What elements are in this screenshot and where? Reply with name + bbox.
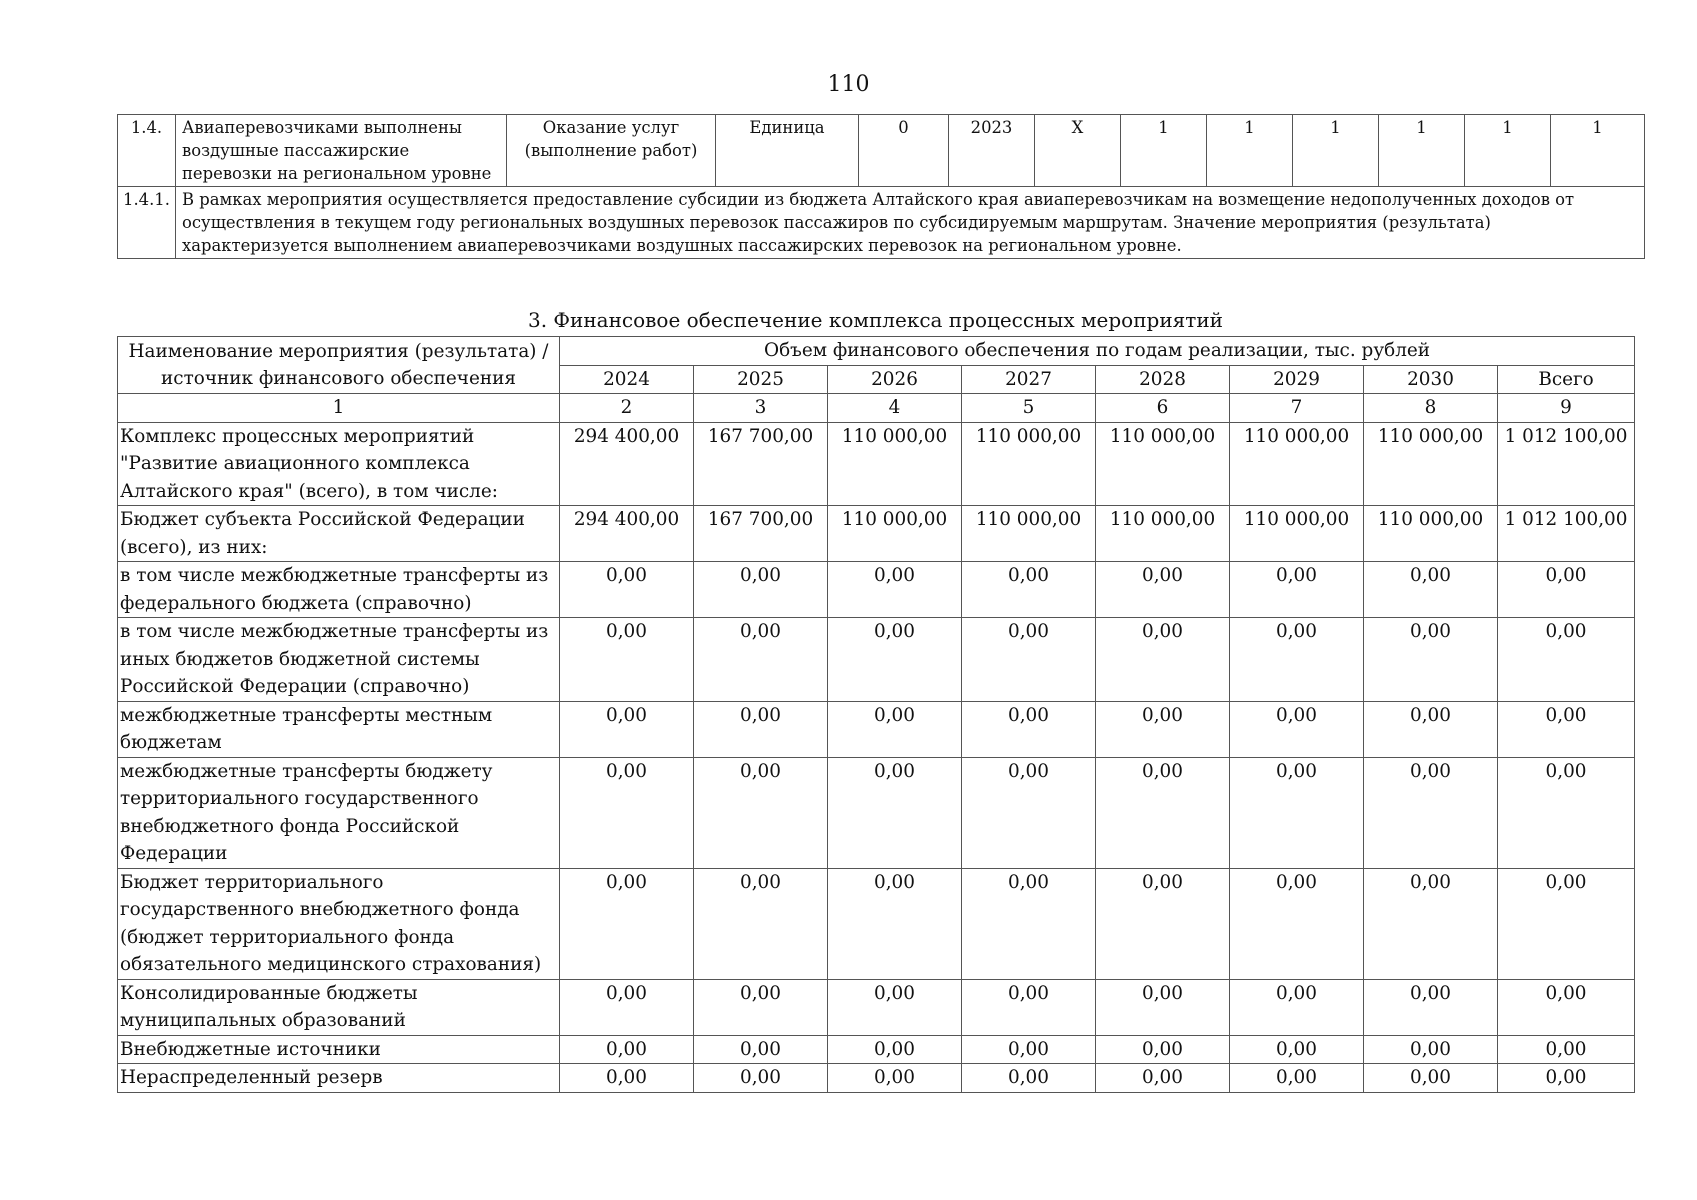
column-numbers-row — [118, 394, 1635, 423]
finance-year-value: 0,00 — [962, 562, 1096, 618]
finance-year-value: 0,00 — [1096, 1035, 1230, 1064]
total-header: Всего — [1498, 365, 1635, 394]
col-number: 6 — [1096, 394, 1230, 423]
finance-year-value: 0,00 — [1096, 618, 1230, 702]
finance-year-value: 0,00 — [1364, 1064, 1498, 1093]
year-value: 1 — [1293, 115, 1379, 187]
finance-year-value: 0,00 — [828, 868, 962, 979]
result-description: В рамках мероприятия осуществляется предоставление субсидии из бюджета Алтайского края авиаперевозчикам на возмещение недополученных доходов от осуществления в текущем году региональных воздушных перевозок пассажиров по субсидируемым маршрутам. Значение мероприятия (результата) характеризуется выполнением авиаперевозчиками воздушных пассажирских перевозок на региональном уровне. — [176, 187, 1645, 259]
finance-year-value: 0,00 — [560, 979, 694, 1035]
finance-year-value: 110 000,00 — [1230, 422, 1364, 506]
finance-year-value: 0,00 — [962, 868, 1096, 979]
finance-year-value: 0,00 — [828, 618, 962, 702]
finance-year-value: 0,00 — [694, 1064, 828, 1093]
year-header: 2027 — [962, 365, 1096, 394]
finance-total-value: 1 012 100,00 — [1498, 506, 1635, 562]
finance-year-value: 0,00 — [694, 562, 828, 618]
finance-year-value: 0,00 — [694, 1035, 828, 1064]
finance-year-value: 0,00 — [694, 979, 828, 1035]
finance-year-value: 0,00 — [828, 1035, 962, 1064]
finance-row-name: Консолидированные бюджеты муниципальных образований — [118, 979, 560, 1035]
finance-row-name: межбюджетные трансферты местным бюджетам — [118, 701, 560, 757]
row-number: 1.4.1. — [118, 187, 176, 259]
col-number: 7 — [1230, 394, 1364, 423]
finance-row — [118, 422, 1635, 506]
finance-year-value: 0,00 — [1364, 562, 1498, 618]
finance-year-value: 0,00 — [1364, 618, 1498, 702]
finance-year-value: 0,00 — [1096, 701, 1230, 757]
finance-year-value: 0,00 — [962, 701, 1096, 757]
col-number: 2 — [560, 394, 694, 423]
finance-year-value: 0,00 — [828, 979, 962, 1035]
x-mark: Х — [1035, 115, 1121, 187]
finance-row — [118, 506, 1635, 562]
finance-row-name: Нераспределенный резерв — [118, 1064, 560, 1093]
finance-year-value: 110 000,00 — [962, 422, 1096, 506]
row-number: 1.4. — [118, 115, 176, 187]
finance-year-value: 0,00 — [1364, 701, 1498, 757]
finance-year-value: 0,00 — [1364, 757, 1498, 868]
finance-year-value: 0,00 — [560, 757, 694, 868]
finance-row — [118, 562, 1635, 618]
finance-year-value: 0,00 — [694, 701, 828, 757]
finance-table — [117, 336, 1635, 1093]
finance-year-value: 110 000,00 — [1096, 506, 1230, 562]
finance-year-value: 0,00 — [694, 618, 828, 702]
finance-row-name: Комплекс процессных мероприятий "Развитие авиационного комплекса Алтайского края" (всего), в том числе: — [118, 422, 560, 506]
finance-year-value: 0,00 — [694, 868, 828, 979]
finance-year-value: 0,00 — [1230, 618, 1364, 702]
finance-year-value: 0,00 — [560, 868, 694, 979]
finance-year-value: 0,00 — [1230, 979, 1364, 1035]
year-value: 1 — [1121, 115, 1207, 187]
col-number: 1 — [118, 394, 560, 423]
finance-year-value: 110 000,00 — [1096, 422, 1230, 506]
finance-year-value: 0,00 — [962, 618, 1096, 702]
finance-year-value: 0,00 — [560, 1064, 694, 1093]
header-name: Наименование мероприятия (результата) / источник финансового обеспечения — [118, 337, 560, 394]
finance-year-value: 294 400,00 — [560, 422, 694, 506]
year-header: 2025 — [694, 365, 828, 394]
finance-year-value: 0,00 — [828, 1064, 962, 1093]
finance-row-name: Бюджет территориального государственного внебюджетного фонда (бюджет территориального фонда обязательного медицинского страхования) — [118, 868, 560, 979]
finance-year-value: 0,00 — [1096, 757, 1230, 868]
results-table — [117, 114, 1645, 259]
finance-year-value: 0,00 — [560, 1035, 694, 1064]
finance-year-value: 0,00 — [1364, 868, 1498, 979]
finance-total-value: 0,00 — [1498, 868, 1635, 979]
section-title: 3. Финансовое обеспечение комплекса процессных мероприятий — [527, 308, 1224, 332]
finance-year-value: 110 000,00 — [962, 506, 1096, 562]
finance-year-value: 110 000,00 — [1364, 506, 1498, 562]
result-row-1-4-1 — [118, 187, 1645, 259]
finance-row — [118, 757, 1635, 868]
finance-year-value: 0,00 — [560, 701, 694, 757]
finance-year-value: 0,00 — [1230, 868, 1364, 979]
finance-total-value: 0,00 — [1498, 701, 1635, 757]
col-number: 3 — [694, 394, 828, 423]
finance-total-value: 0,00 — [1498, 618, 1635, 702]
finance-total-value: 1 012 100,00 — [1498, 422, 1635, 506]
col-number: 5 — [962, 394, 1096, 423]
page-number: 110 — [827, 72, 870, 97]
finance-year-value: 0,00 — [962, 757, 1096, 868]
finance-year-value: 110 000,00 — [828, 506, 962, 562]
year-header: 2028 — [1096, 365, 1230, 394]
finance-year-value: 294 400,00 — [560, 506, 694, 562]
finance-year-value: 0,00 — [560, 562, 694, 618]
finance-total-value: 0,00 — [1498, 1064, 1635, 1093]
finance-year-value: 0,00 — [694, 757, 828, 868]
finance-row — [118, 618, 1635, 702]
finance-row-name: в том числе межбюджетные трансферты из федерального бюджета (справочно) — [118, 562, 560, 618]
finance-year-value: 0,00 — [1230, 562, 1364, 618]
year-value: 1 — [1465, 115, 1551, 187]
finance-year-value: 0,00 — [962, 979, 1096, 1035]
finance-year-value: 0,00 — [1230, 757, 1364, 868]
finance-total-value: 0,00 — [1498, 1035, 1635, 1064]
header-volume: Объем финансового обеспечения по годам реализации, тыс. рублей — [560, 337, 1635, 366]
finance-row — [118, 1064, 1635, 1093]
result-row-1-4 — [118, 115, 1645, 187]
finance-total-value: 0,00 — [1498, 979, 1635, 1035]
year-header: 2026 — [828, 365, 962, 394]
finance-year-value: 110 000,00 — [1230, 506, 1364, 562]
finance-row — [118, 1035, 1635, 1064]
result-type: Оказание услуг (выполнение работ) — [507, 115, 716, 187]
finance-year-value: 110 000,00 — [1364, 422, 1498, 506]
finance-year-value: 0,00 — [962, 1035, 1096, 1064]
finance-year-value: 0,00 — [1230, 701, 1364, 757]
finance-year-value: 167 700,00 — [694, 506, 828, 562]
year-header: 2030 — [1364, 365, 1498, 394]
finance-year-value: 0,00 — [962, 1064, 1096, 1093]
finance-total-value: 0,00 — [1498, 562, 1635, 618]
finance-year-value: 0,00 — [1096, 979, 1230, 1035]
finance-year-value: 0,00 — [1230, 1064, 1364, 1093]
year-value: 1 — [1207, 115, 1293, 187]
finance-row-name: Бюджет субъекта Российской Федерации (всего), из них: — [118, 506, 560, 562]
finance-year-value: 0,00 — [1364, 1035, 1498, 1064]
col-number: 4 — [828, 394, 962, 423]
finance-row-name: межбюджетные трансферты бюджету территориального государственного внебюджетного фонда Российской Федерации — [118, 757, 560, 868]
base-value: 0 — [859, 115, 949, 187]
finance-row-name: в том числе межбюджетные трансферты из иных бюджетов бюджетной системы Российской Федерации (справочно) — [118, 618, 560, 702]
finance-year-value: 0,00 — [828, 757, 962, 868]
finance-year-value: 0,00 — [828, 701, 962, 757]
year-value: 1 — [1551, 115, 1645, 187]
finance-year-value: 0,00 — [1096, 562, 1230, 618]
finance-body — [118, 422, 1635, 1092]
col-number: 8 — [1364, 394, 1498, 423]
finance-total-value: 0,00 — [1498, 757, 1635, 868]
unit-of-measure: Единица — [716, 115, 859, 187]
finance-row — [118, 868, 1635, 979]
finance-row — [118, 979, 1635, 1035]
finance-year-value: 0,00 — [560, 618, 694, 702]
finance-year-value: 167 700,00 — [694, 422, 828, 506]
finance-year-value: 0,00 — [1096, 868, 1230, 979]
finance-row — [118, 701, 1635, 757]
col-number: 9 — [1498, 394, 1635, 423]
finance-year-value: 110 000,00 — [828, 422, 962, 506]
year-value: 1 — [1379, 115, 1465, 187]
finance-row-name: Внебюджетные источники — [118, 1035, 560, 1064]
base-year: 2023 — [949, 115, 1035, 187]
finance-year-value: 0,00 — [1096, 1064, 1230, 1093]
year-header: 2029 — [1230, 365, 1364, 394]
result-name: Авиаперевозчиками выполнены воздушные пассажирские перевозки на региональном уровне — [176, 115, 507, 187]
finance-year-value: 0,00 — [1230, 1035, 1364, 1064]
year-header: 2024 — [560, 365, 694, 394]
finance-year-value: 0,00 — [828, 562, 962, 618]
finance-header-row — [118, 337, 1635, 366]
finance-year-value: 0,00 — [1364, 979, 1498, 1035]
